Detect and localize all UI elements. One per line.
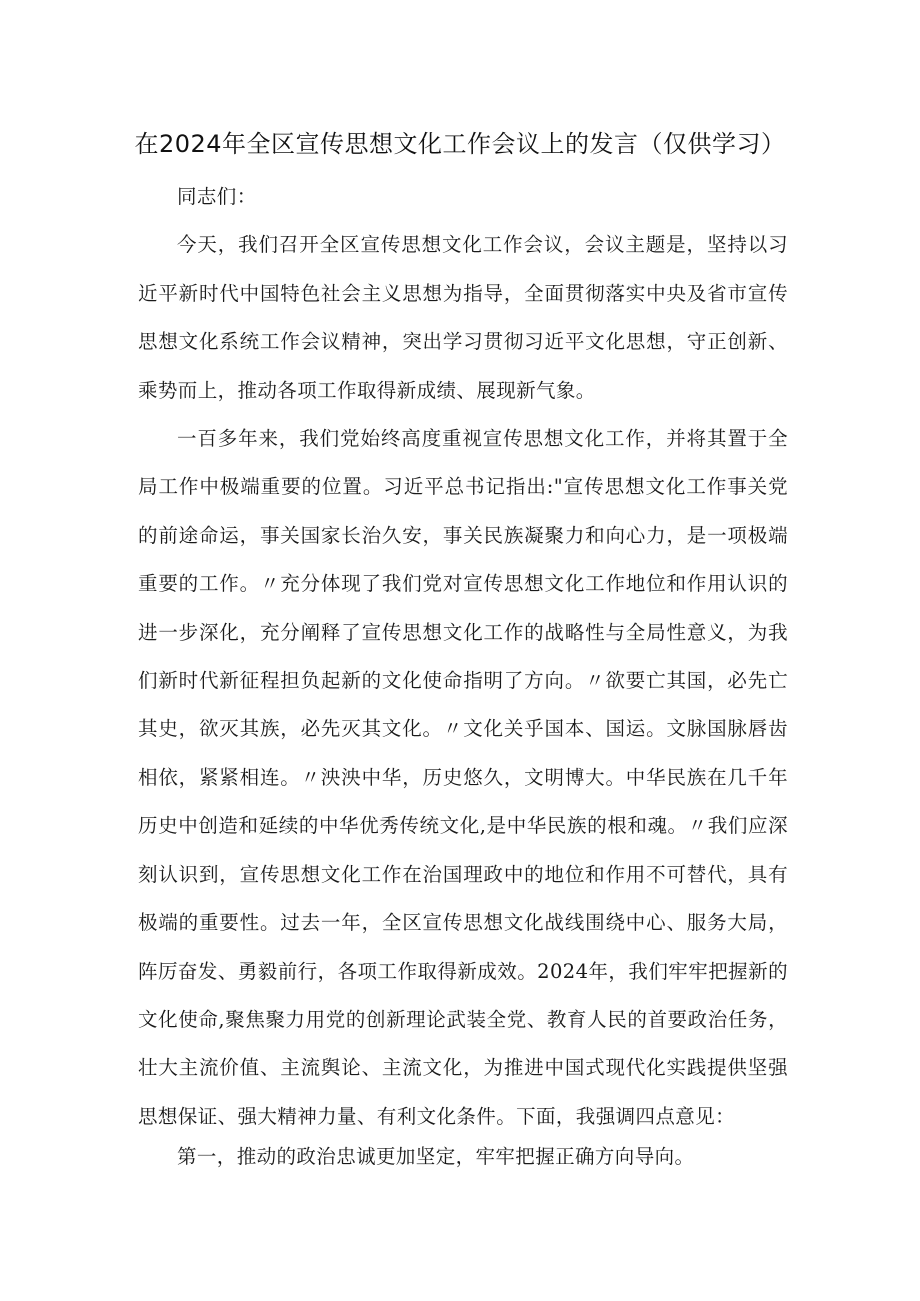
greeting-line: 同志们： bbox=[177, 185, 257, 208]
paragraph-history: 一百多年来，我们党始终高度重视宣传思想文化工作，并将其置于全局工作中极端重要的位置。习近平总书记指出:"宣传思想文化工作事关党的前途命运，事关国家长治久安，事关民族凝聚力和向心力，是一项极端重要的工作。〃充分体现了我们党对宣传思想文化工作地位和作用认识的进一步深化，充分阐释了宣传思想文化工作的战略性与全局性意义，为我们新时代新征程担负起新的文化使命指明了方向。〃欲要亡其国，必先亡其史，欲灭其族，必先灭其文化。〃文化关乎国本、国运。文脉国脉唇齿相依，紧紧相连。〃泱泱中华，历史悠久，文明博大。中华民族在几千年历史中创造和延续的中华优秀传统文化,是中华民族的根和魂。〃我们应深刻认识到，宣传思想文化工作在治国理政中的地位和作用不可替代，具有极端的重要性。过去一年，全区宣传思想文化战线围绕中心、服务大局，阵厉奋发、勇毅前行，各项工作取得新成效。2024年，我们牢牢把握新的文化使命,聚焦聚力用党的创新理论武装全党、教育人民的首要政治任务，壮大主流价值、主流舆论、主流文化，为推进中国式现代化实践提供坚强思想保证、强大精神力量、有利文化条件。下面，我强调四点意见： bbox=[138, 427, 788, 1128]
paragraph-point-one: 第一，推动的政治忠诚更加坚定，牢牢把握正确方向导向。 bbox=[177, 1145, 695, 1169]
paragraph-opening: 今天，我们召开全区宣传思想文化工作会议，会议主题是，坚持以习近平新时代中国特色社会主义思想为指导，全面贯彻落实中央及省市宣传思想文化系统工作会议精神，突出学习贯彻习近平文化思想，守正创新、乘势而上，推动各项工作取得新成绩、展现新气象。 bbox=[138, 233, 788, 402]
document-title: 在2024年全区宣传思想文化工作会议上的发言（仅供学习） bbox=[134, 130, 786, 158]
document-body bbox=[138, 173, 788, 1179]
